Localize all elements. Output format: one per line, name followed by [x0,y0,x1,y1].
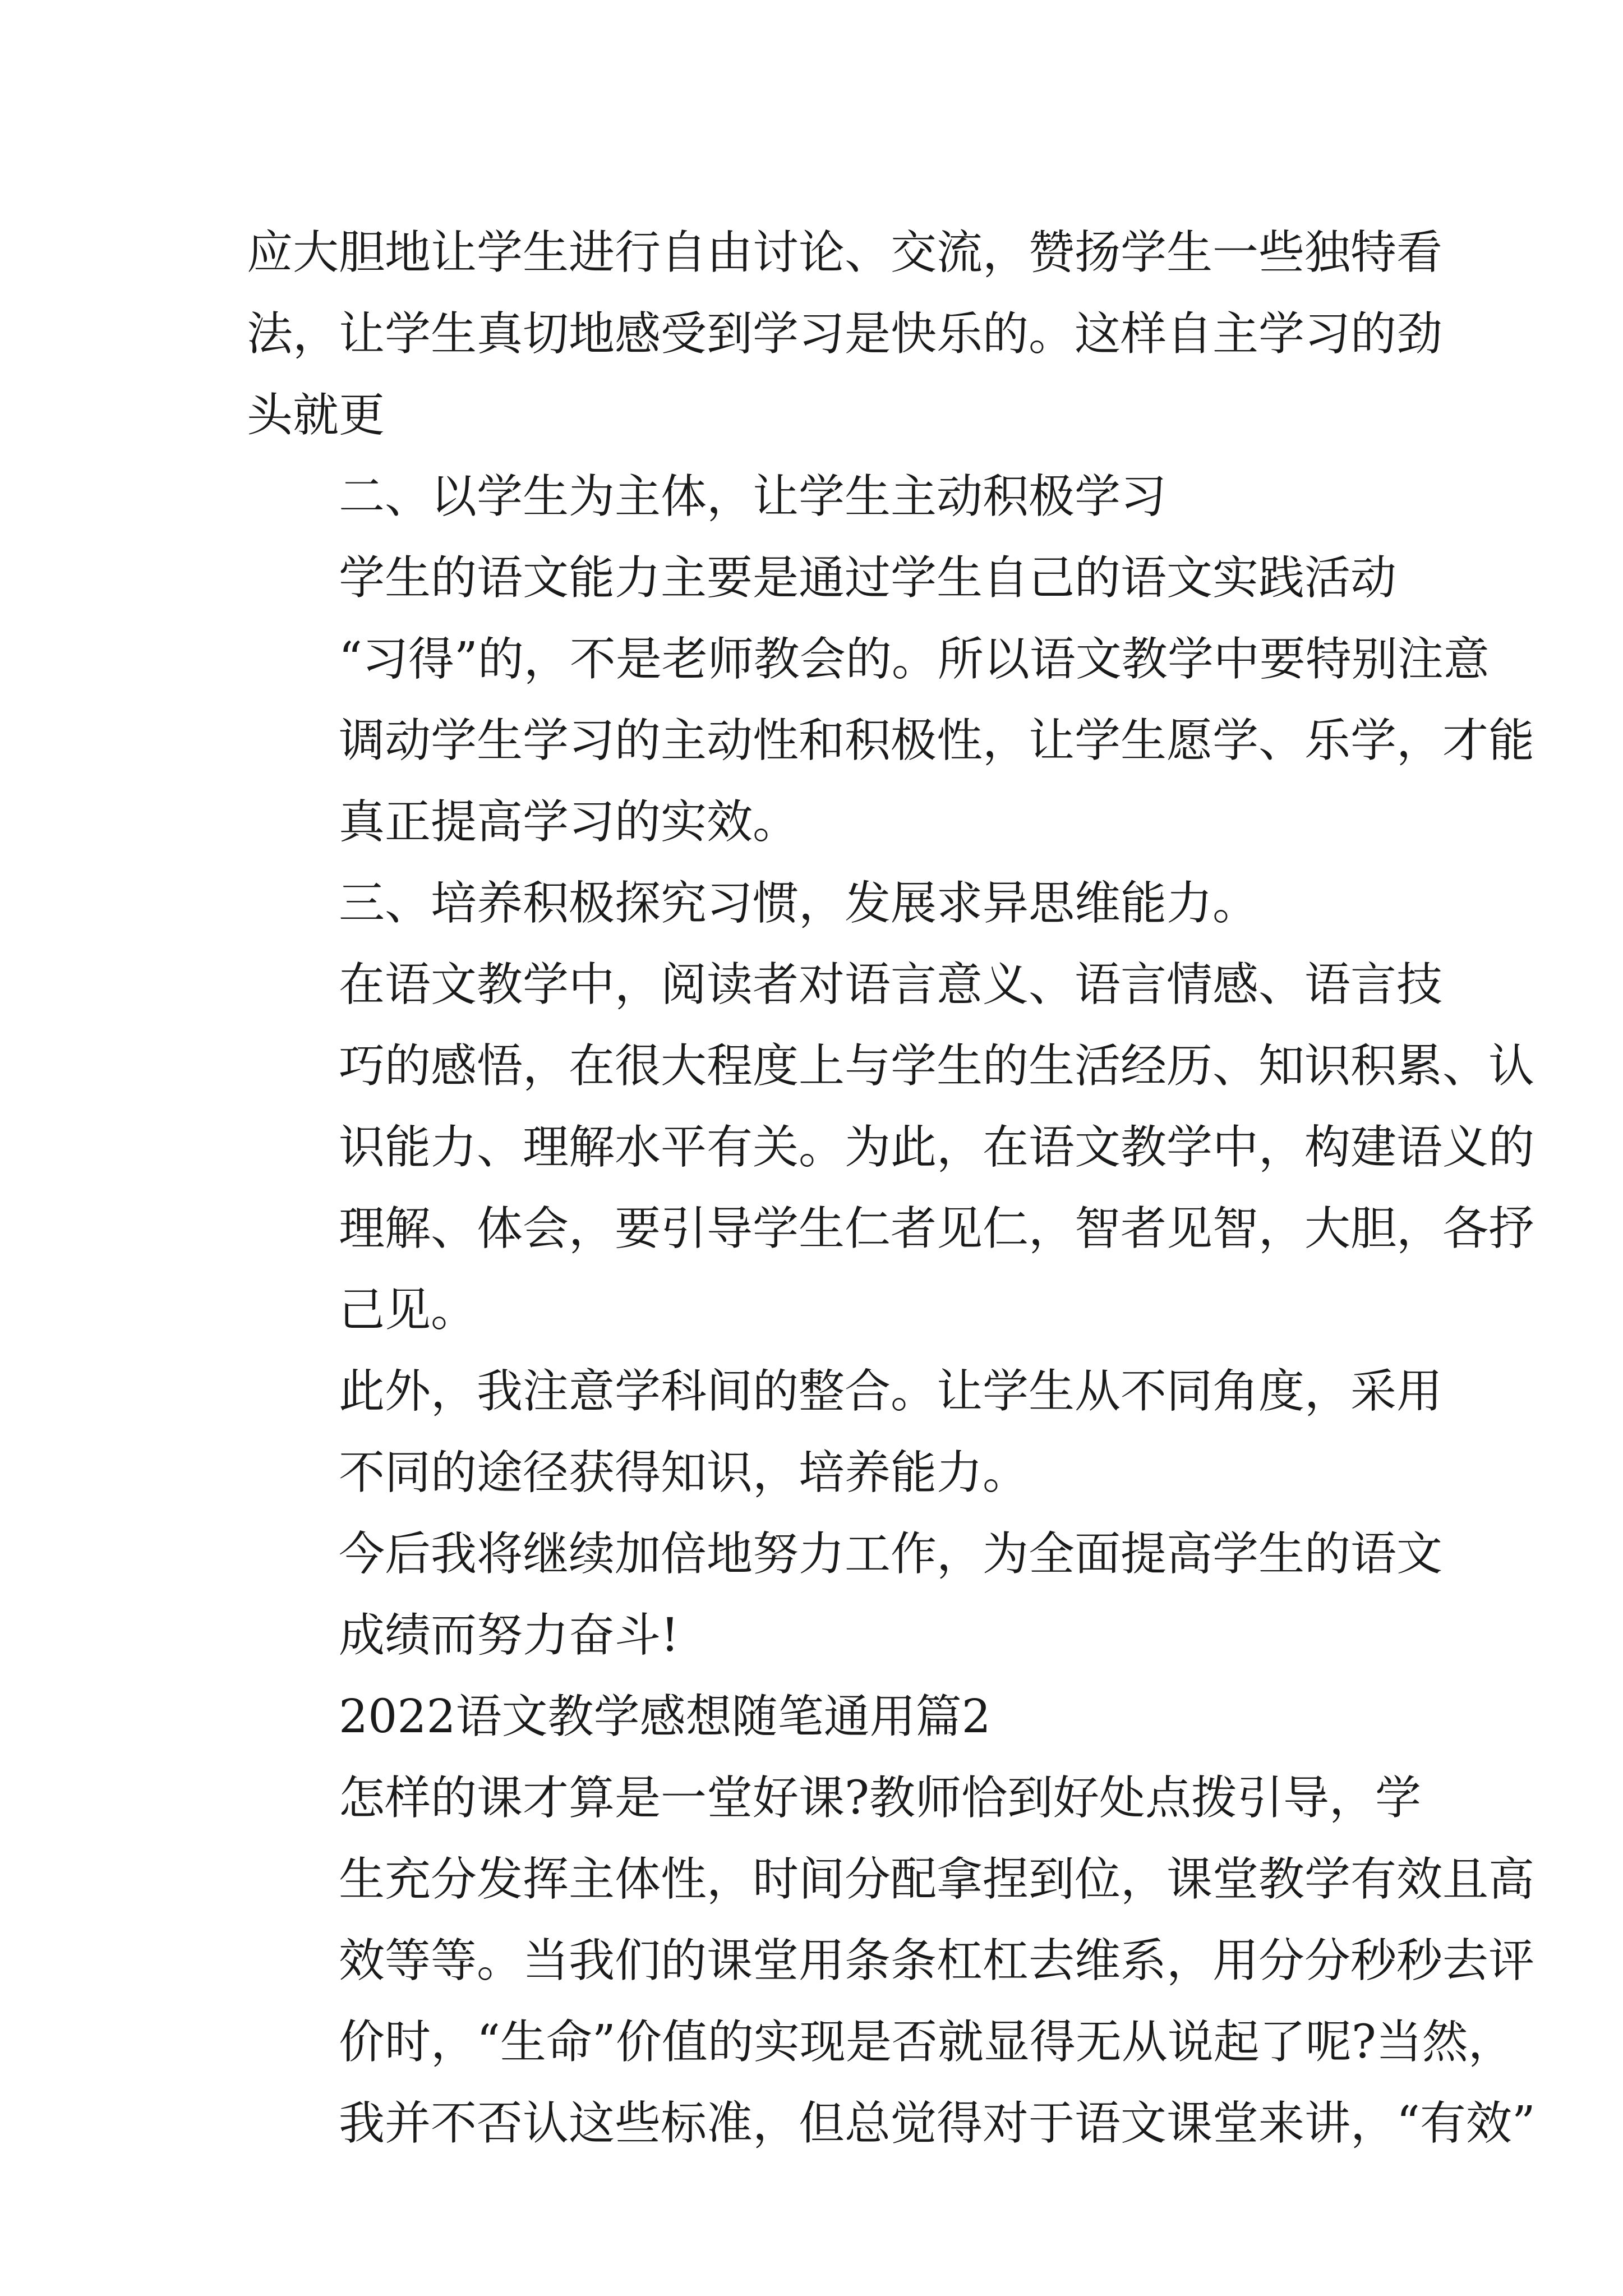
paragraph-line: 己见。 [339,1283,477,1337]
paragraph [247,944,1535,1351]
paragraph-line: 头就更 [247,389,385,442]
paragraph [247,1351,1443,1513]
paragraph-line: 应大胆地让学生进行自由讨论、交流，赞扬学生一些独特看 [247,226,1443,279]
paragraph-line: 此外，我注意学科间的整合。让学生从不同角度，采用 [339,1365,1443,1418]
paragraph [247,212,1443,456]
paragraph-line: 在语文教学中，阅读者对语言意义、语言情感、语言技 [339,958,1443,1011]
paragraph-line: 今后我将继续加倍地努力工作，为全面提高学生的语文 [339,1527,1443,1581]
paragraph-line: 三、培养积极探究习惯，发展求异思维能力。 [339,877,1259,930]
paragraph [247,1676,1385,1757]
paragraph-line: “习得”的，不是老师教会的。所以语文教学中要特别注意 [339,633,1490,686]
paragraph-line: 真正提高学习的实效。 [339,795,799,849]
paragraph-line: 怎样的课才算是一堂好课?教师恰到好处点拨引导，学 [339,1772,1421,1825]
paragraph-line: 二、以学生为主体，让学生主动积极学习 [339,470,1167,523]
paragraph [247,537,1535,863]
paragraph-line: 价时，“生命”价值的实现是否就显得无从说起了呢?当然， [339,2016,1514,2069]
paragraph-line: 生充分发挥主体性，时间分配拿捏到位，课堂教学有效且高 [339,1853,1535,1906]
paragraph-line: 识能力、理解水平有关。为此，在语文教学中，构建语义的 [339,1121,1535,1174]
paragraph [247,1757,1536,2164]
paragraph-line: 学生的语文能力主要是通过学生自己的语文实践活动 [339,551,1397,605]
paragraph-line: 法，让学生真切地感受到学习是快乐的。这样自主学习的劲 [247,307,1443,361]
paragraph-line: 我并不否认这些标准，但总觉得对于语文课堂来讲，“有效” [339,2097,1536,2150]
paragraph-line: 效等等。当我们的课堂用条条杠杠去维系，用分分秒秒去评 [339,1934,1535,1987]
paragraph-line: 成绩而努力奋斗! [339,1609,679,1662]
paragraph-line: 调动学生学习的主动性和积极性，让学生愿学、乐学，才能 [339,714,1535,767]
paragraph [247,1513,1443,1676]
paragraph [247,863,1385,944]
paragraph-line: 理解、体会，要引导学生仁者见仁，智者见智，大胆，各抒 [339,1202,1535,1255]
paragraph-line: 巧的感悟，在很大程度上与学生的生活经历、知识积累、认 [339,1039,1535,1093]
paragraph [247,456,1385,537]
paragraph-line: 2022语文教学感想随笔通用篇2 [339,1690,991,1743]
document-body [247,212,1536,2164]
paragraph-line: 不同的途径获得知识，培养能力。 [339,1446,1029,1499]
